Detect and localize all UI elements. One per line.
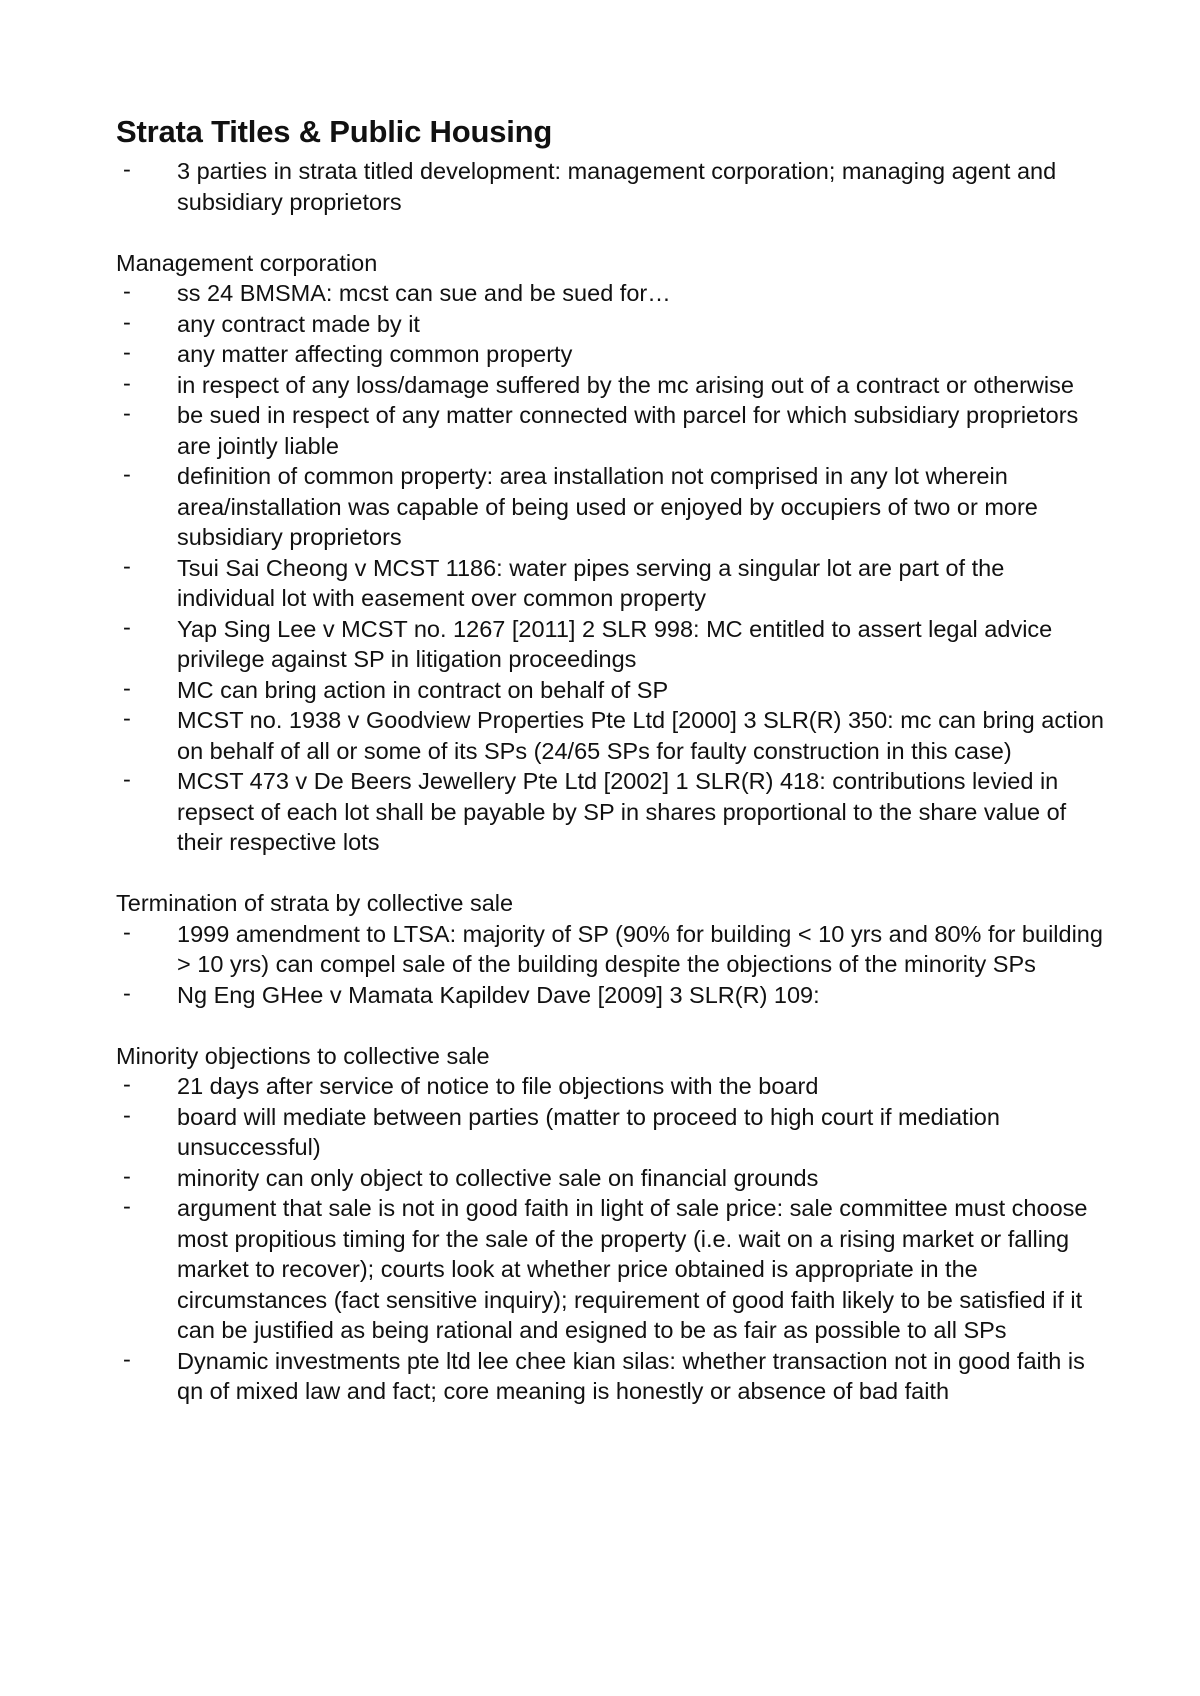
list-item — [116, 461, 1106, 553]
spacer — [116, 217, 1106, 248]
bullet-text: Ng Eng GHee v Mamata Kapildev Dave [2009] 3 SLR(R) 109: — [177, 981, 820, 1008]
bullet-list — [116, 919, 1106, 1011]
list-item — [116, 614, 1106, 675]
section-termination-collective-sale — [116, 888, 1106, 1010]
section-minority-objections — [116, 1041, 1106, 1407]
dash-bullet-icon: - — [123, 1193, 131, 1219]
bullet-list — [116, 278, 1106, 858]
dash-bullet-icon: - — [123, 979, 131, 1006]
section-management-corporation — [116, 248, 1106, 858]
section-heading: Management corporation — [116, 249, 378, 276]
dash-bullet-icon: - — [123, 918, 131, 945]
bullet-text: argument that sale is not in good faith in light of sale price: sale committee must choose most propitious timing for the sale of the property (i.e. wait on a rising market or falling market to recover); courts look at whether price obtained is appropriate in the circumstances (fact sensitive inquiry); requirement of good faith likely to be satisfied if it can be justified as being rational and esigned to be as fair as possible to all SPs — [177, 1195, 1088, 1343]
list-item — [116, 919, 1106, 980]
list-item — [116, 705, 1106, 766]
list-item — [116, 278, 1106, 309]
list-item — [116, 1193, 1106, 1346]
bullet-text: MCST 473 v De Beers Jewellery Pte Ltd [2002] 1 SLR(R) 418: contributions levied in repsect of each lot shall be payable by SP in shares proportional to the share value of their respective lots — [177, 768, 1067, 855]
bullet-text: ss 24 BMSMA: mcst can sue and be sued for… — [177, 280, 671, 306]
bullet-text: Yap Sing Lee v MCST no. 1267 [2011] 2 SLR 998: MC entitled to assert legal advice privilege against SP in litigation proceedings — [177, 615, 1053, 672]
bullet-text: minority can only object to collective sale on financial grounds — [177, 1164, 819, 1191]
dash-bullet-icon: - — [123, 1101, 131, 1128]
section-heading: Minority objections to collective sale — [116, 1042, 490, 1069]
list-item — [116, 553, 1106, 614]
bullet-text: MC can bring action in contract on behalf of SP — [177, 676, 669, 703]
list-item — [116, 1102, 1106, 1163]
bullet-text: Tsui Sai Cheong v MCST 1186: water pipes serving a singular lot are part of the individual lot with easement over common property — [177, 554, 1005, 611]
dash-bullet-icon: - — [123, 674, 131, 701]
list-item — [116, 309, 1106, 340]
spacer — [116, 1010, 1106, 1041]
dash-bullet-icon: - — [123, 613, 131, 640]
dash-bullet-icon: - — [123, 369, 131, 396]
list-item — [116, 1071, 1106, 1102]
dash-bullet-icon: - — [123, 1345, 131, 1372]
section-heading: Termination of strata by collective sale — [116, 890, 514, 916]
bullet-list — [116, 1071, 1106, 1407]
bullet-text: MCST no. 1938 v Goodview Properties Pte Ltd [2000] 3 SLR(R) 350: mc can bring action on behalf of all or some of its SPs (24/65 SPs for faulty construction in this case) — [177, 707, 1104, 764]
bullet-text: any contract made by it — [177, 310, 420, 337]
dash-bullet-icon: - — [123, 1162, 131, 1189]
bullet-text: definition of common property: area installation not comprised in any lot wherein area/installation was capable of being used or enjoyed by occupiers of two or more subsidiary proprietors — [177, 463, 1038, 550]
bullet-text: any matter affecting common property — [177, 341, 573, 367]
bullet-text: 3 parties in strata titled development: management corporation; managing agent and subsidiary proprietors — [177, 158, 1057, 215]
document-page — [116, 112, 1106, 1407]
list-item — [116, 675, 1106, 706]
bullet-text: 21 days after service of notice to file objections with the board — [177, 1073, 819, 1099]
bullet-text: board will mediate between parties (matter to proceed to high court if mediation unsuccessful) — [177, 1103, 1000, 1160]
spacer — [116, 858, 1106, 889]
list-item — [116, 370, 1106, 401]
dash-bullet-icon: - — [123, 1071, 131, 1097]
dash-bullet-icon: - — [123, 339, 131, 365]
list-item — [116, 980, 1106, 1011]
dash-bullet-icon: - — [123, 766, 131, 792]
bullet-text: Dynamic investments pte ltd lee chee kian silas: whether transaction not in good faith is qn of mixed law and fact; core meaning is honestly or absence of bad faith — [177, 1347, 1085, 1404]
bullet-text: be sued in respect of any matter connected with parcel for which subsidiary proprietors are jointly liable — [177, 402, 1079, 459]
dash-bullet-icon: - — [123, 461, 131, 487]
dash-bullet-icon: - — [123, 308, 131, 335]
bullet-text: 1999 amendment to LTSA: majority of SP (90% for building < 10 yrs and 80% for building > 10 yrs) can compel sale of the building despite the objections of the minority SPs — [177, 920, 1103, 977]
intro-bullet-list — [116, 156, 1106, 217]
dash-bullet-icon: - — [123, 705, 131, 731]
document-title: Strata Titles & Public Housing — [116, 114, 553, 149]
dash-bullet-icon: - — [123, 400, 131, 426]
list-item — [116, 400, 1106, 461]
list-item — [116, 156, 1106, 217]
bullet-text: in respect of any loss/damage suffered by the mc arising out of a contract or otherwise — [177, 371, 1074, 398]
dash-bullet-icon: - — [123, 552, 131, 579]
dash-bullet-icon: - — [123, 278, 131, 304]
list-item — [116, 1163, 1106, 1194]
dash-bullet-icon: - — [123, 156, 131, 182]
list-item — [116, 1346, 1106, 1407]
list-item — [116, 766, 1106, 858]
list-item — [116, 339, 1106, 370]
